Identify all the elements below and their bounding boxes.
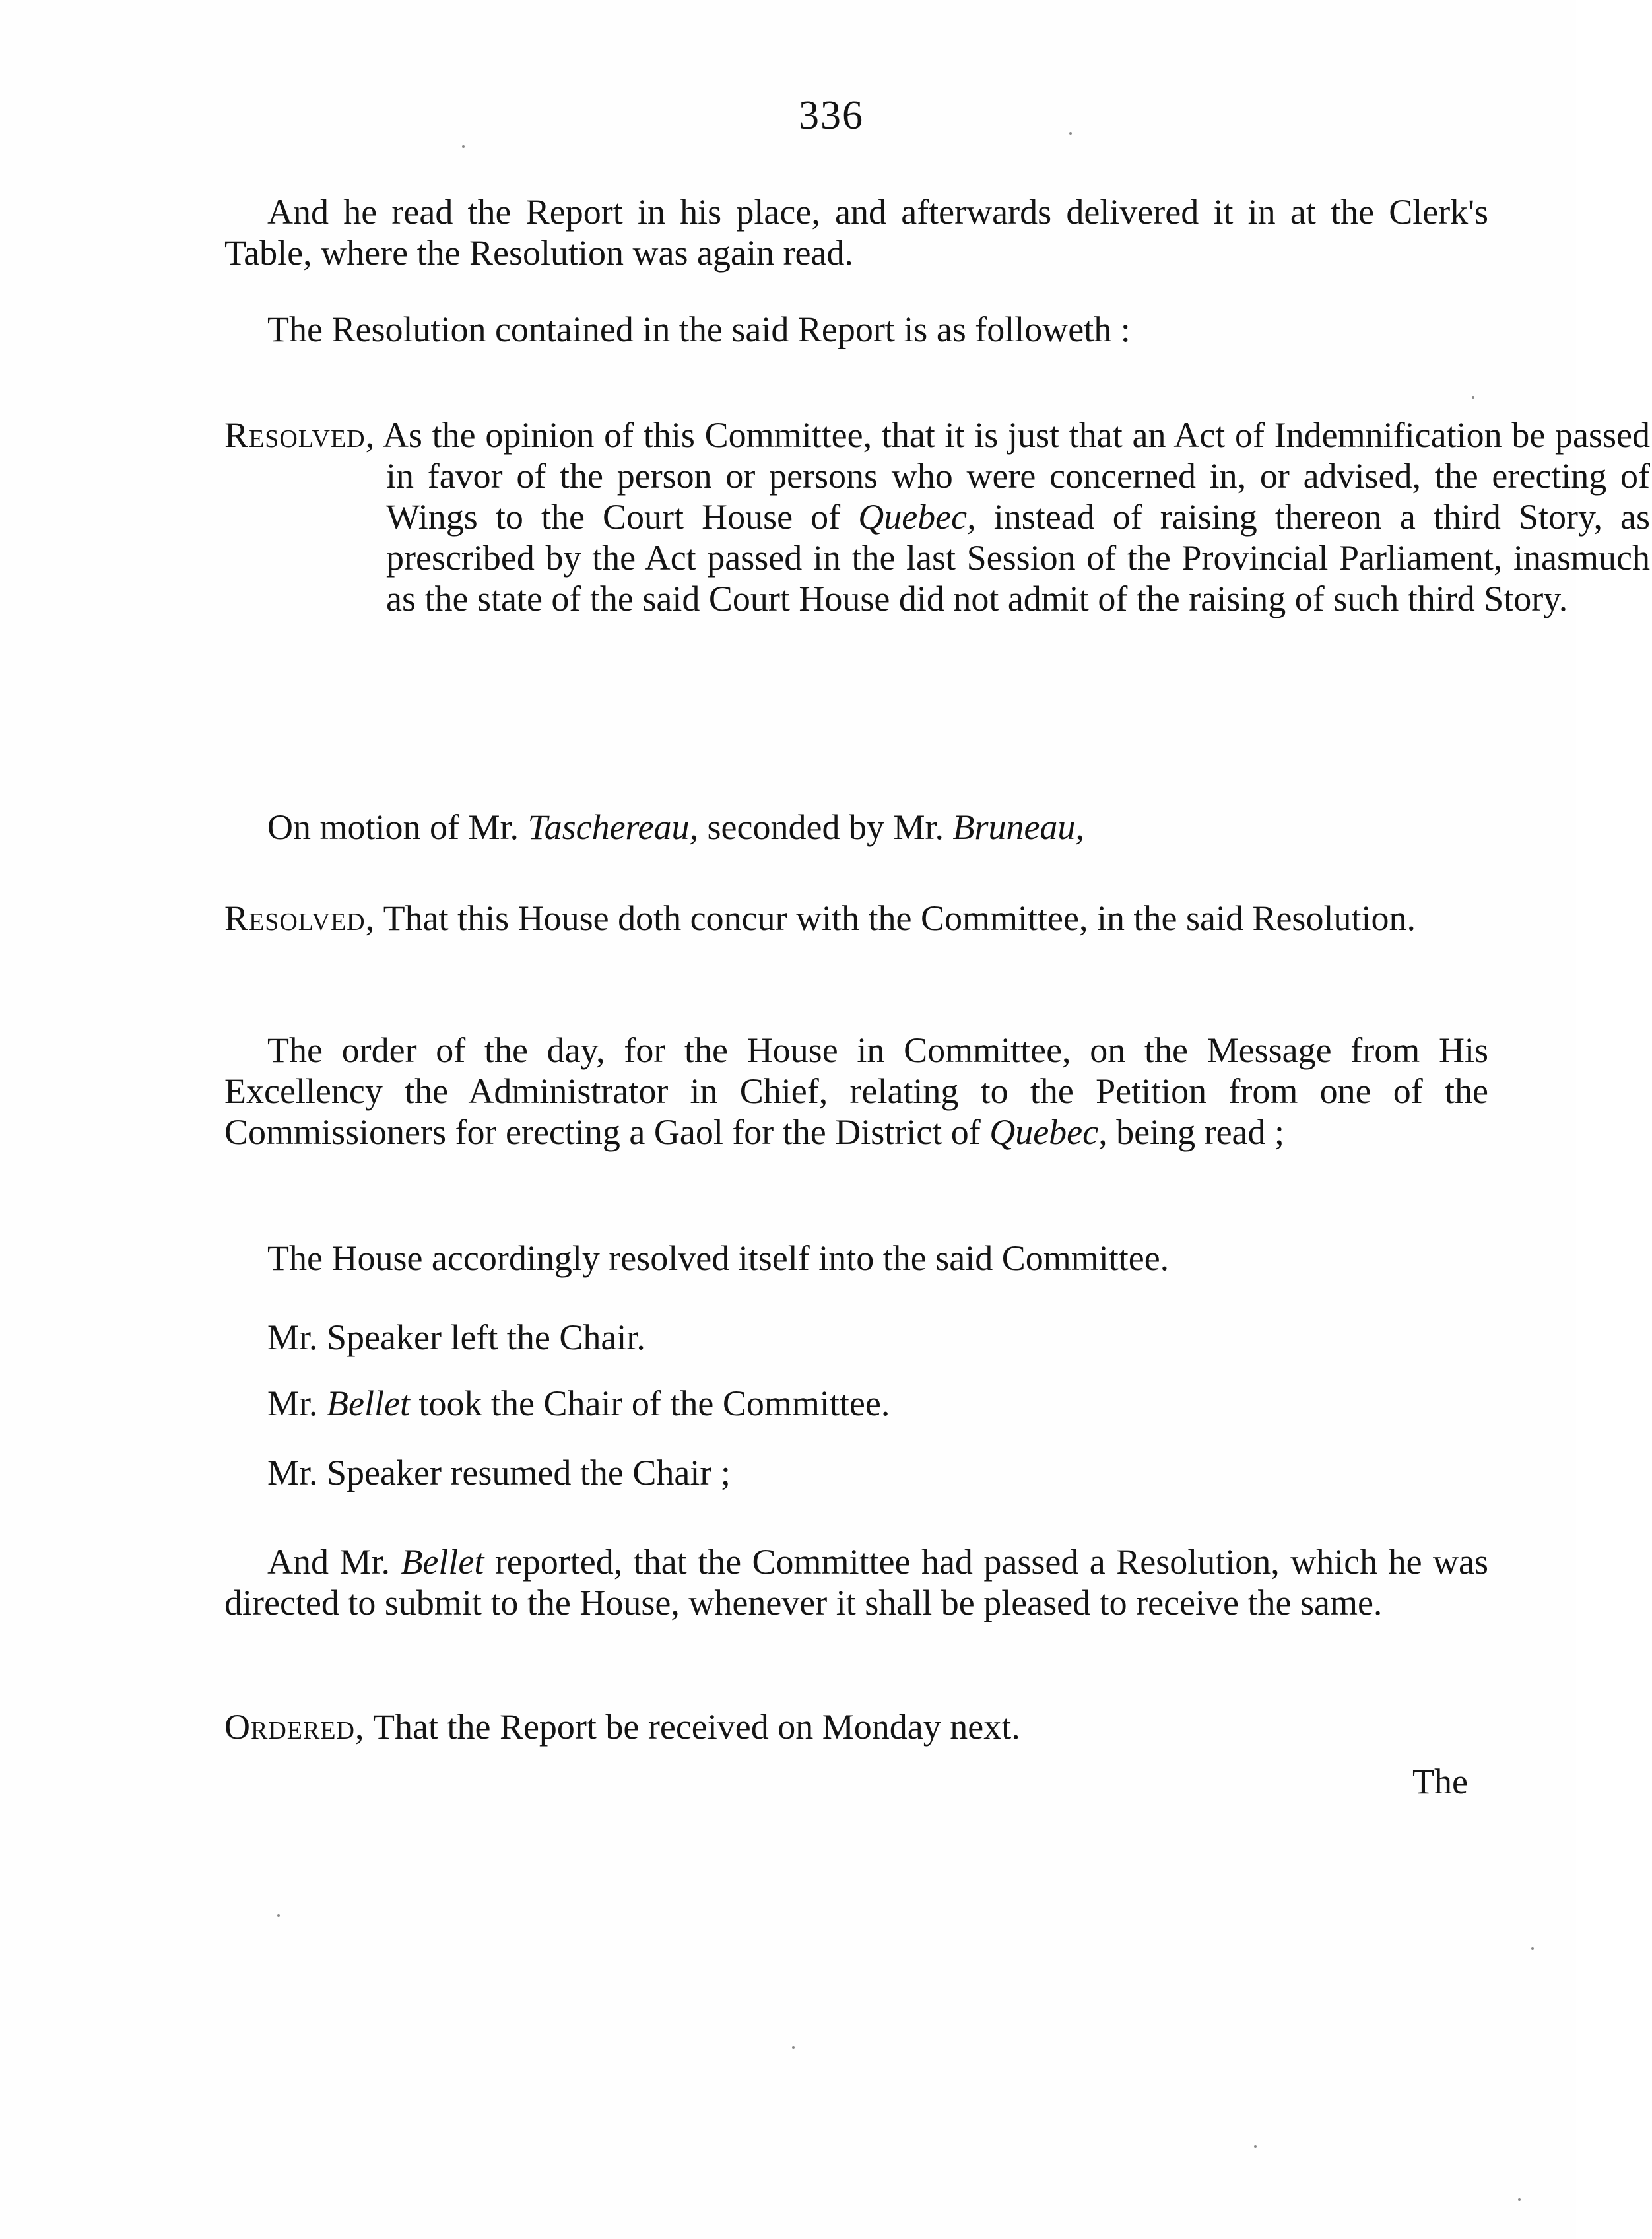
paragraph-bellet-reported [224,1541,1488,1623]
scan-speck [1472,396,1474,399]
resolved-label: Resolved, [224,415,376,455]
resolved-label: Resolved, [224,898,376,938]
seconder-name: Bruneau, [952,807,1084,847]
scan-speck [1069,132,1072,135]
ordered-body: That the Report be received on Monday next. [364,1707,1020,1747]
scan-speck [1254,2145,1257,2148]
scan-speck [1518,2198,1521,2201]
place-quebec: Quebec, [989,1112,1107,1152]
catchword: The [1412,1762,1468,1801]
bellet-name: Bellet [401,1542,484,1582]
scan-speck [462,145,465,148]
scan-speck [277,1914,280,1917]
reported-tail: reported, that the Committee had passed a Resolution, which he was directed to submit to the House, whenever it shall be pleased to receive the same. [224,1542,1489,1622]
bellet-lead: Mr. [267,1384,327,1423]
motion-mid: seconded by Mr. [698,807,953,847]
bellet-name: Bellet [327,1384,410,1423]
page-number: 336 [799,93,864,138]
order-body: The order of the day, for the House in Committee, on the Message from His Excellency the Administrator in Chief, relating to the Petition from one of the Commissioners for erecting a Gaol for the District of [224,1030,1488,1152]
paragraph-report-delivered: And he read the Report in his place, and afterwards delivered it in at the Clerk's Table, where the Resolution was again read. [224,192,1488,273]
order-tail: being read ; [1107,1112,1285,1152]
resolution-body: As the opinion of this Committee, that it is just that an Act of Indemnification be passed in favor of the person or persons who were concerned in, or advised, the erecting of Wings to the Court House of [375,415,1650,537]
paragraph-speaker-resumed: Mr. Speaker resumed the Chair ; [267,1453,731,1492]
ordered-label: Ordered, [224,1707,365,1747]
paragraph-resolution-intro: The Resolution contained in the said Report is as followeth : [267,310,1131,349]
mover-name: Taschereau, [527,807,699,847]
concur-body: That this House doth concur with the Committee, in the said Resolution. [375,898,1416,938]
paragraph-bellet-chair [224,1383,1488,1424]
paragraph-motion [224,807,1488,848]
resolution-tail: instead of raising thereon a third Story, as prescribed by the Act passed in the last Session of the Provincial Parliament, inasmuch as the state of the said Court House did not admit of the raising of such third Story. [386,497,1651,618]
scan-speck [1531,1947,1534,1950]
paragraph-resolution-concur [224,898,1652,939]
paragraph-resolution-indemnification [224,415,1650,619]
paragraph-house-resolved: The House accordingly resolved itself into the said Committee. [267,1238,1170,1278]
motion-lead: On motion of Mr. [267,807,528,847]
place-quebec: Quebec, [858,497,976,537]
paragraph-speaker-left: Mr. Speaker left the Chair. [267,1318,645,1357]
paragraph-ordered [224,1706,1488,1747]
bellet-tail: took the Chair of the Committee. [409,1384,890,1423]
scan-speck [792,2046,795,2049]
reported-lead: And Mr. [267,1542,401,1582]
paragraph-order-of-day [224,1030,1488,1153]
